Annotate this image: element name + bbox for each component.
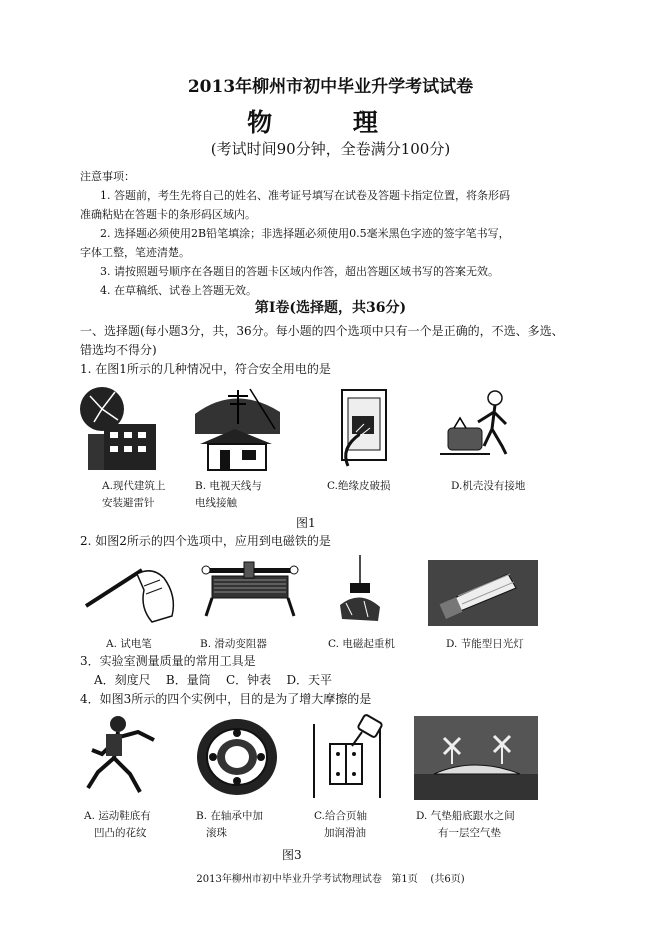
fluorescent-lamp-icon bbox=[428, 560, 538, 626]
notes-heading: 注意事项： bbox=[80, 170, 135, 183]
exam-title: 2013年柳州市初中毕业升学考试试卷 bbox=[187, 77, 474, 97]
q1-option-a: A.现代建筑上 安装避雷针 bbox=[102, 480, 166, 509]
broken-plug-icon bbox=[330, 388, 390, 468]
q1-option-d: D.机壳没有接地 bbox=[451, 480, 526, 492]
runner-icon bbox=[82, 714, 162, 800]
hinge-oil-icon bbox=[310, 714, 400, 800]
question-4-stem: 4．如图3所示的四个实例中，目的是为了增大摩擦的是 bbox=[80, 692, 372, 706]
bearing-icon bbox=[192, 716, 282, 798]
q4-option-c: C.给合页轴 加润滑油 bbox=[314, 810, 367, 839]
note-line: 1. 答题前，考生先将自己的姓名、准考证号填写在试卷及答题卡指定位置，将条形码 bbox=[100, 189, 510, 202]
figure-1-label: 图1 bbox=[296, 516, 316, 530]
q2-option-b: B. 滑动变阻器 bbox=[200, 638, 267, 650]
question-3-stem: 3．实验室测量质量的常用工具是 bbox=[80, 654, 256, 668]
test-pen-icon bbox=[82, 556, 182, 628]
q1-option-b: B. 电视天线与 电线接触 bbox=[195, 480, 262, 509]
question-3-options: A．刻度尺 B．量筒 C．钟表 D．天平 bbox=[94, 673, 333, 687]
note-line: 3. 请按照题号顺序在各题目的答题卡区域内作答，超出答题区域书写的答案无效。 bbox=[100, 265, 499, 278]
crane-magnet-icon bbox=[330, 555, 390, 625]
exam-duration: (考试时间90分钟，全卷满分100分) bbox=[210, 140, 451, 158]
question-1-stem: 1. 在图1所示的几种情况中，符合安全用电的是 bbox=[80, 362, 331, 376]
q4-option-a: A. 运动鞋底有 凹凸的花纹 bbox=[84, 810, 151, 839]
q2-option-a: A. 试电笔 bbox=[106, 638, 152, 650]
q4-option-b: B. 在轴承中加 滚珠 bbox=[196, 810, 263, 839]
hovercraft-icon bbox=[414, 716, 538, 800]
note-line: 准确粘贴在答题卡的条形码区域内。 bbox=[80, 208, 256, 221]
figure-3-label: 图3 bbox=[282, 848, 302, 862]
subject-title: 物 理 bbox=[247, 108, 414, 137]
section-instruction: 错选均不得分) bbox=[80, 343, 157, 357]
lightning-building-icon bbox=[80, 384, 165, 472]
note-line: 4. 在草稿纸、试卷上答题无效。 bbox=[100, 284, 257, 297]
rheostat-icon bbox=[200, 560, 300, 620]
motor-person-icon bbox=[440, 384, 530, 469]
note-line: 字体工整，笔迹清楚。 bbox=[80, 246, 190, 259]
note-line: 2. 选择题必须使用2B铅笔填涂；非选择题必须使用0.5毫米黑色字迹的签字笔书写， bbox=[100, 227, 510, 240]
section-heading: 第Ⅰ卷(选择题，共36分) bbox=[254, 300, 407, 316]
question-2-stem: 2. 如图2所示的四个选项中，应用到电磁铁的是 bbox=[80, 534, 331, 548]
section-instruction: 一、选择题(每小题3分，共，36分。每小题的四个选项中只有一个是正确的，不选、多选、 bbox=[80, 324, 564, 338]
q2-option-c: C. 电磁起重机 bbox=[328, 638, 395, 650]
q4-option-d: D. 气垫船底跟水之间 有一层空气垫 bbox=[416, 810, 515, 839]
page-footer: 2013年柳州市初中毕业升学考试物理试卷 第1页 (共6页) bbox=[196, 874, 465, 885]
q1-option-c: C.绝缘皮破损 bbox=[327, 480, 391, 492]
tv-antenna-house-icon bbox=[190, 384, 282, 472]
q2-option-d: D. 节能型日光灯 bbox=[446, 638, 524, 650]
